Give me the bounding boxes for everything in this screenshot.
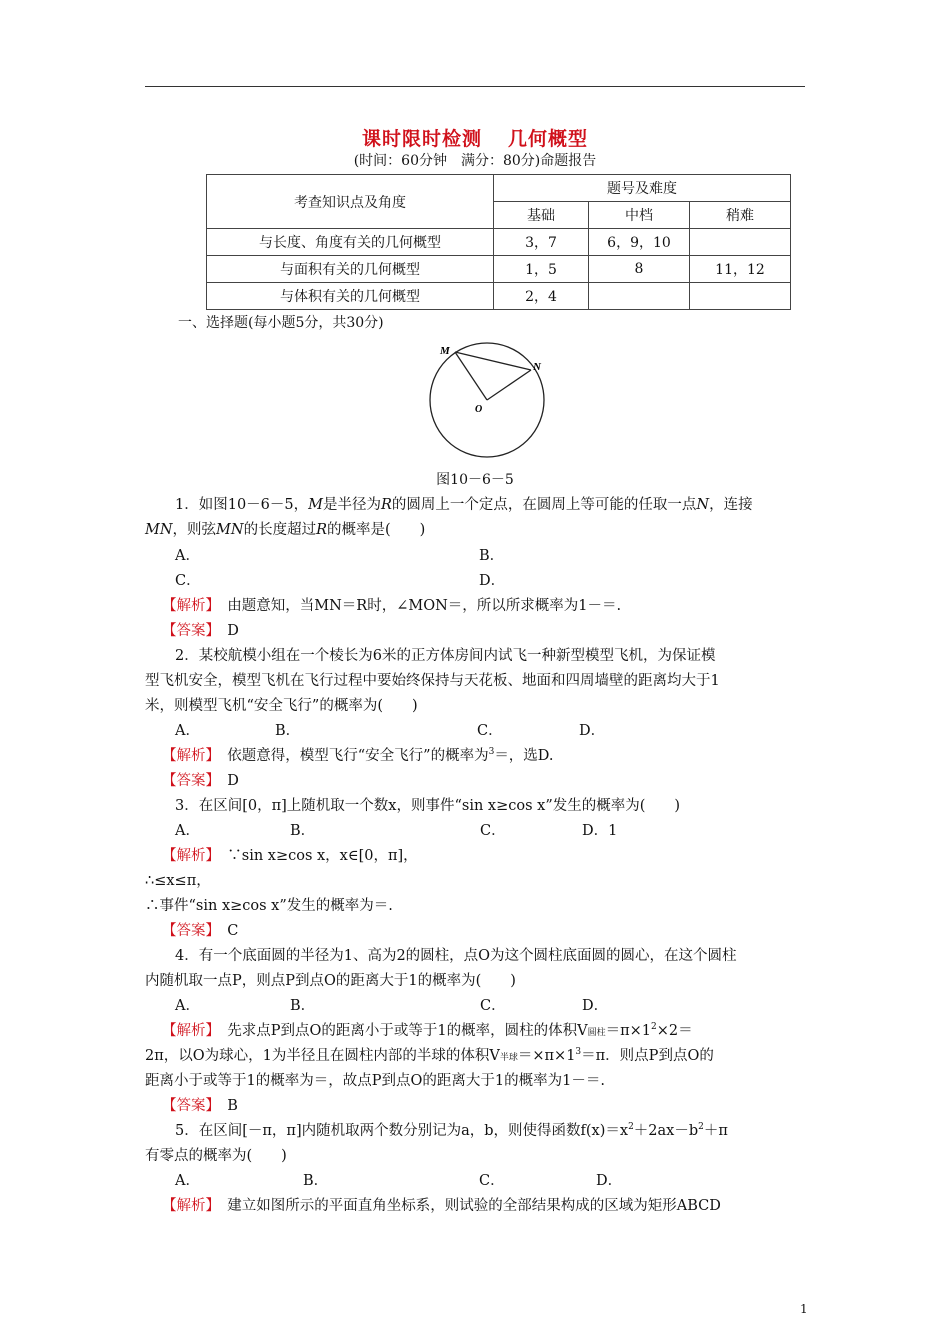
figure-chord-mn <box>455 352 531 370</box>
q5-option-d: D． <box>596 1173 623 1189</box>
q2-option-c: C． <box>477 723 503 739</box>
top-rule <box>145 86 805 87</box>
figure-caption: 图10－6－5 <box>436 472 514 488</box>
table-cell-medium: 8 <box>589 256 690 283</box>
figure-radius-on <box>487 370 531 400</box>
table-row <box>207 229 791 256</box>
page-number: 1 <box>800 1302 808 1316</box>
q5-line-1: 5．在区间[－π，π]内随机取两个数分别记为a，b，则使得函数$f(x)=x^2+2ax-b^2+\pi$ <box>175 1122 728 1139</box>
q2-line-1: 2．某校航模小组在一个棱长为6米的正方体房间内试飞一种新型模型飞机，为保证模 <box>175 648 716 664</box>
table-cell-basic: 2，4 <box>494 283 589 310</box>
q4-options <box>145 996 840 1016</box>
q4-analysis-3: 距离小于或等于1的概率为＝，故点P到点O的距离大于1的概率为1－＝. <box>145 1073 605 1089</box>
q2-line-2: 型飞机安全，模型飞机在飞行过程中要始终保持与天花板、地面和四周墙壁的距离均大于1 <box>145 673 720 689</box>
q3-option-c: C． <box>480 823 506 839</box>
table-header-difficulty: 题号及难度 <box>494 175 791 202</box>
q2-analysis: 【解析】 依题意得，模型飞行“安全飞行”的概率为$^3$＝，选D. <box>162 747 554 764</box>
circle-figure <box>420 340 550 460</box>
q1-line-1: 1．如图10－6－5，M是半径为R的圆周上一个定点，在圆周上等可能的任取一点N，连接 <box>175 497 753 513</box>
figure-radius-om <box>455 352 487 400</box>
q2-option-b: B． <box>275 723 301 739</box>
q1-analysis: 【解析】 由题意知，当MN＝R时，∠MON＝，所以所求概率为1－＝. <box>162 598 622 614</box>
q1-options-ab <box>145 546 840 566</box>
q4-option-d: D． <box>582 998 609 1014</box>
q2-answer: 【答案】 D <box>162 773 239 789</box>
figure-label-o: O <box>475 404 483 415</box>
report-table <box>206 174 791 310</box>
q3-line-3: ∴事件“sin x≥cos x”发生的概率为＝. <box>145 898 393 914</box>
q3-option-a: A． <box>175 823 200 839</box>
q4-option-c: C． <box>480 998 506 1014</box>
q2-line-3: 米，则模型飞机“安全飞行”的概率为( ) <box>145 698 418 714</box>
table-level-basic: 基础 <box>494 202 589 229</box>
table-cell-hard <box>690 229 791 256</box>
q3-option-d: D．1 <box>582 823 618 839</box>
q5-option-a: A． <box>175 1173 200 1189</box>
q1-option-a: A． <box>175 548 200 564</box>
table-row <box>207 256 791 283</box>
q3-line-2: ∴≤x≤π， <box>145 873 211 889</box>
figure-label-n: N <box>533 361 541 373</box>
subtitle: (时间：60分钟 满分：80分)命题报告 <box>353 153 597 169</box>
figure-label-m: M <box>440 345 450 357</box>
q2-option-d: D． <box>579 723 606 739</box>
q3-line-1: 3．在区间[0，π]上随机取一个数x，则事件“sin x≥cos x”发生的概率为( ) <box>175 798 681 814</box>
table-cell-topic: 与长度、角度有关的几何概型 <box>207 229 494 256</box>
q4-option-b: B． <box>290 998 316 1014</box>
table-cell-basic: 1，5 <box>494 256 589 283</box>
table-cell-medium <box>589 283 690 310</box>
q5-option-c: C． <box>479 1173 505 1189</box>
table-cell-hard <box>690 283 791 310</box>
title-left: 课时限时检测 <box>361 128 482 150</box>
q4-line-2: 内随机取一点P，则点P到点O的距离大于1的概率为( ) <box>145 973 516 989</box>
page-title <box>0 124 950 151</box>
table-level-hard: 稍难 <box>690 202 791 229</box>
table-level-medium: 中档 <box>589 202 690 229</box>
q4-analysis-1: 【解析】 先求点P到点O的距离小于或等于1的概率，圆柱的体积V圆柱$=\pi\times 1^2\times 2=$ <box>162 1022 693 1039</box>
q1-option-c: C． <box>175 573 201 589</box>
q3-analysis: 【解析】 ∵sin x≥cos x，x∈[0，π]， <box>162 848 418 864</box>
q2-option-a: A． <box>175 723 200 739</box>
table-cell-topic: 与体积有关的几何概型 <box>207 283 494 310</box>
table-header-topic: 考查知识点及角度 <box>207 175 494 229</box>
q5-analysis: 【解析】 建立如图所示的平面直角坐标系，则试验的全部结果构成的区域为矩形ABCD <box>162 1198 721 1214</box>
title-right: 几何概型 <box>508 128 589 150</box>
table-cell-medium: 6，9，10 <box>589 229 690 256</box>
q4-analysis-2: 2π，以O为球心，1为半径且在圆柱内部的半球的体积V半球$=\times\pi\times 1^3=\pi$．则点P到点O的 <box>145 1047 714 1064</box>
q1-answer: 【答案】 D <box>162 623 239 639</box>
table-cell-hard: 11，12 <box>690 256 791 283</box>
q1-line-2: MN，则弦MN的长度超过R的概率是( ) <box>145 522 426 538</box>
q5-options <box>145 1171 840 1191</box>
q2-options <box>145 721 840 741</box>
table-cell-basic: 3，7 <box>494 229 589 256</box>
q3-answer: 【答案】 C <box>162 923 239 939</box>
section-heading: 一、选择题(每小题5分，共30分) <box>178 315 384 331</box>
table-row <box>207 283 791 310</box>
q3-option-b: B． <box>290 823 316 839</box>
q3-options <box>145 821 840 841</box>
q1-options-cd <box>145 571 840 591</box>
q1-option-d: D． <box>479 573 506 589</box>
q4-option-a: A． <box>175 998 200 1014</box>
q4-line-1: 4．有一个底面圆的半径为1、高为2的圆柱，点O为这个圆柱底面圆的圆心，在这个圆柱 <box>175 948 737 964</box>
q5-line-2: 有零点的概率为( ) <box>145 1148 287 1164</box>
q1-option-b: B． <box>479 548 505 564</box>
table-cell-topic: 与面积有关的几何概型 <box>207 256 494 283</box>
q4-answer: 【答案】 B <box>162 1098 238 1114</box>
q5-option-b: B． <box>303 1173 329 1189</box>
